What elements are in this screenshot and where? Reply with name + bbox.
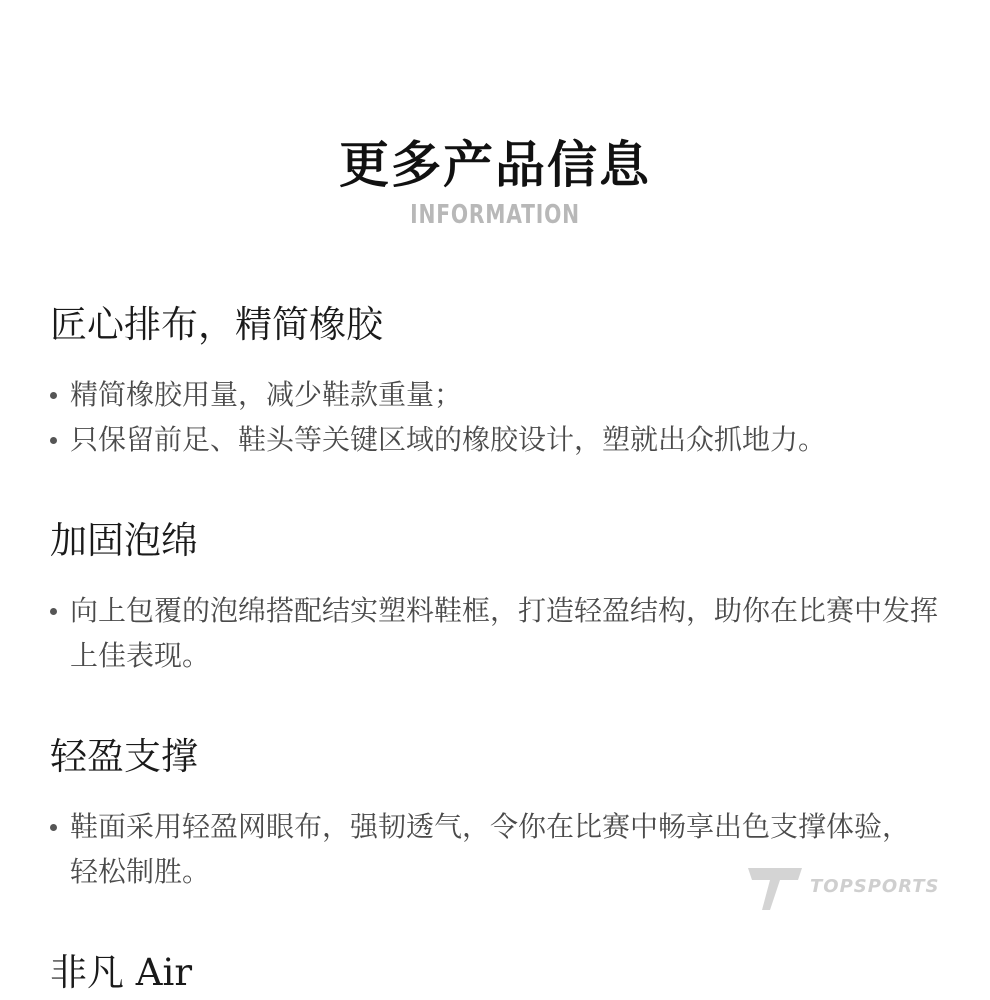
bullet-item: 鞋面采用轻盈网眼布，强韧透气，令你在比赛中畅享出色支撑体验，轻松制胜。 bbox=[50, 804, 910, 894]
bullet-item: 只保留前足、鞋头等关键区域的橡胶设计，塑就出众抓地力。 bbox=[50, 417, 950, 462]
section-rubber bbox=[50, 300, 950, 462]
page-subtitle: INFORMATION bbox=[410, 200, 580, 230]
bullet-item: 精简橡胶用量，减少鞋款重量； bbox=[50, 372, 950, 417]
topsports-watermark bbox=[748, 866, 938, 912]
section-air bbox=[50, 948, 950, 998]
section-foam bbox=[50, 516, 950, 678]
bullet-list bbox=[50, 372, 950, 462]
bullet-item: 向上包覆的泡绵搭配结实塑料鞋框，打造轻盈结构，助你在比赛中发挥上佳表现。 bbox=[50, 588, 950, 678]
section-heading: 匠心排布，精简橡胶 bbox=[50, 303, 383, 346]
section-heading: 轻盈支撑 bbox=[50, 735, 198, 778]
section-heading: 加固泡绵 bbox=[50, 519, 198, 562]
section-heading: 非凡 Air bbox=[50, 951, 193, 994]
page-title: 更多产品信息 bbox=[339, 136, 651, 194]
bullet-list bbox=[50, 588, 950, 678]
watermark-brand-text: TOPSPORTS bbox=[810, 876, 940, 897]
topsports-logo-icon bbox=[748, 866, 804, 912]
